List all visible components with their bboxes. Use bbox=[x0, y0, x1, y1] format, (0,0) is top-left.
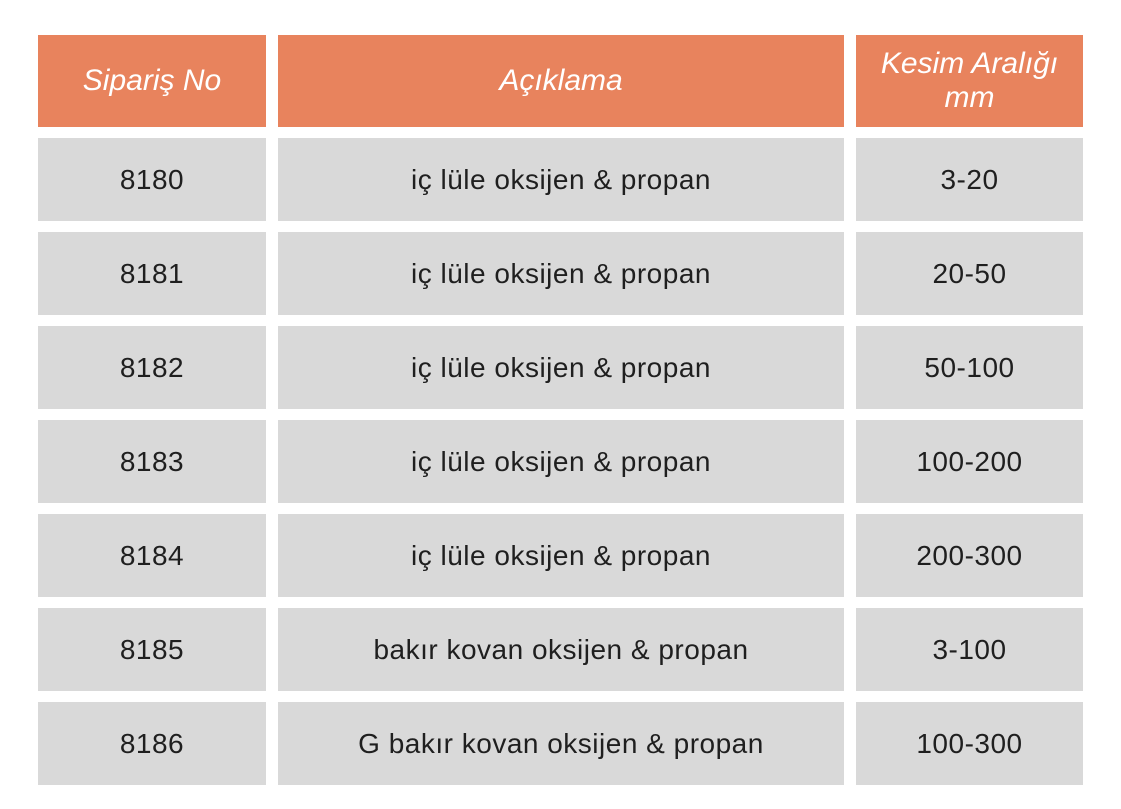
header-cell-kesim-araligi bbox=[856, 35, 1083, 127]
cell-order-no: 8180 bbox=[38, 138, 266, 221]
cell-description: iç lüle oksijen & propan bbox=[278, 138, 844, 221]
cell-order-no: 8184 bbox=[38, 514, 266, 597]
header-cell-aciklama bbox=[278, 35, 844, 127]
header-label-aciklama: Açıklama bbox=[499, 64, 623, 98]
header-label-siparis-no: Sipariş No bbox=[82, 64, 222, 98]
cell-order-no: 8185 bbox=[38, 608, 266, 691]
cell-order-no: 8183 bbox=[38, 420, 266, 503]
catalog-table bbox=[38, 35, 1083, 785]
cell-description: iç lüle oksijen & propan bbox=[278, 420, 844, 503]
header-label-kesim-araligi-line1: Kesim Aralığı bbox=[880, 47, 1059, 81]
cell-order-no: 8181 bbox=[38, 232, 266, 315]
cell-cutting-range: 20-50 bbox=[856, 232, 1083, 315]
cell-cutting-range: 100-200 bbox=[856, 420, 1083, 503]
cell-description: iç lüle oksijen & propan bbox=[278, 232, 844, 315]
cell-cutting-range: 100-300 bbox=[856, 702, 1083, 785]
header-cell-siparis-no bbox=[38, 35, 266, 127]
cell-description: iç lüle oksijen & propan bbox=[278, 326, 844, 409]
cell-order-no: 8186 bbox=[38, 702, 266, 785]
cell-cutting-range: 200-300 bbox=[856, 514, 1083, 597]
cell-order-no: 8182 bbox=[38, 326, 266, 409]
header-label-kesim-araligi-line2: mm bbox=[944, 81, 995, 114]
cell-description: G bakır kovan oksijen & propan bbox=[278, 702, 844, 785]
cell-cutting-range: 3-100 bbox=[856, 608, 1083, 691]
cell-description: iç lüle oksijen & propan bbox=[278, 514, 844, 597]
cell-cutting-range: 3-20 bbox=[856, 138, 1083, 221]
cell-cutting-range: 50-100 bbox=[856, 326, 1083, 409]
cell-description: bakır kovan oksijen & propan bbox=[278, 608, 844, 691]
